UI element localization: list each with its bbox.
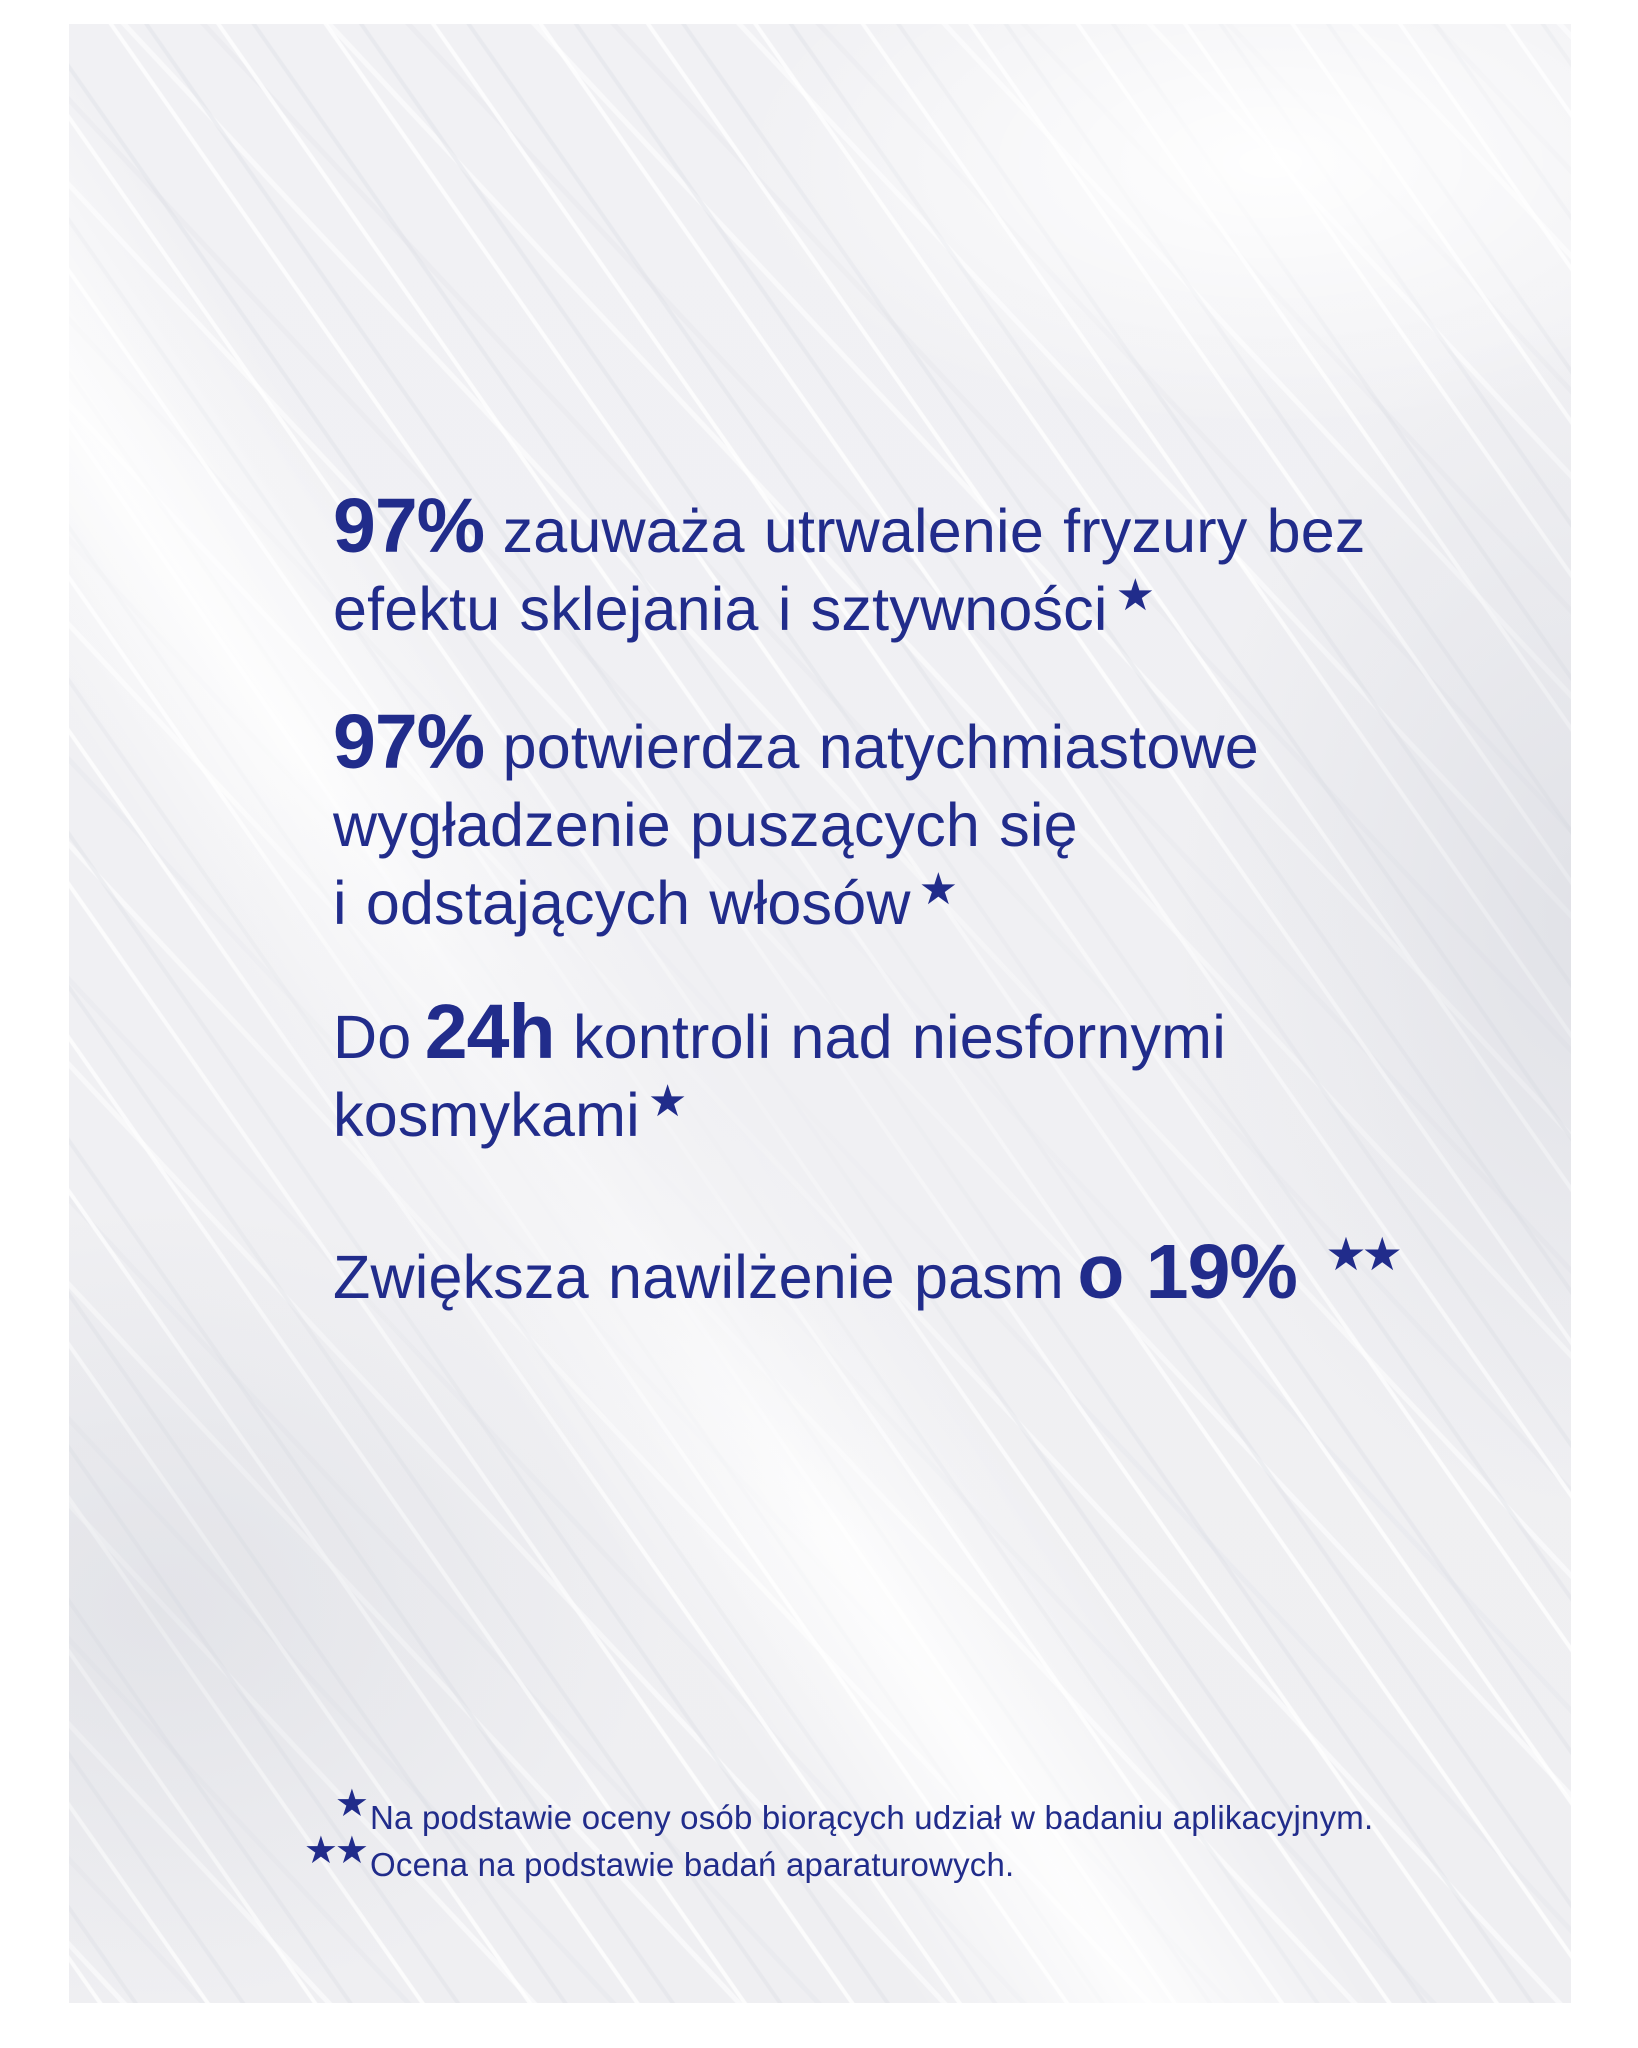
claim-text: kontroli nad niesfornymi <box>572 1003 1226 1071</box>
claim-instant-smoothing <box>333 699 1259 942</box>
claim-line <box>333 699 1259 786</box>
claim-text: Do <box>333 1003 412 1071</box>
footnote-text: Na podstawie oceny osób biorących udział w badaniu aplikacyjnym. <box>370 1799 1374 1836</box>
claim-text: zauważa utrwalenie fryzury bez <box>502 497 1366 565</box>
claim-text: kosmykami <box>333 1081 640 1149</box>
footnote-application-study <box>288 1783 1374 1841</box>
claim-hydration-increase <box>333 1228 1398 1316</box>
claim-line: Zwiększa nawilżenie pasm o 19% ★★ <box>333 1228 1398 1315</box>
claim-line: kosmykami ★ <box>333 1077 688 1149</box>
claim-text: efektu sklejania i sztywności <box>333 575 1108 643</box>
claim-text: i odstających włosów <box>333 869 911 937</box>
double-star-icon: ★★ <box>303 1830 366 1872</box>
claim-text: wygładzenie puszących się <box>333 791 1078 859</box>
claim-line <box>333 483 1366 570</box>
claim-percentage: 97% <box>333 699 485 785</box>
claim-24h-control <box>333 989 1226 1154</box>
claim-line <box>333 786 1259 864</box>
footnotes <box>288 1783 1374 1888</box>
claim-duration: 24h <box>424 989 555 1075</box>
claim-text: potwierdza natychmiastowe <box>502 713 1259 781</box>
claim-percentage: o 19% <box>1077 1229 1297 1315</box>
claim-hold-without-stickiness <box>333 483 1366 648</box>
claim-line <box>333 989 1226 1076</box>
star-icon: ★ <box>334 1783 366 1825</box>
claim-text: Zwiększa nawilżenie pasm <box>333 1243 1064 1311</box>
claim-line: i odstających włosów ★ <box>333 865 959 937</box>
claim-line: efektu sklejania i sztywności ★ <box>333 571 1156 643</box>
claim-percentage: 97% <box>333 483 485 569</box>
footnote-instrumental-study <box>288 1830 1373 1888</box>
footnote-text: Ocena na podstawie badań aparaturowych. <box>370 1846 1015 1883</box>
